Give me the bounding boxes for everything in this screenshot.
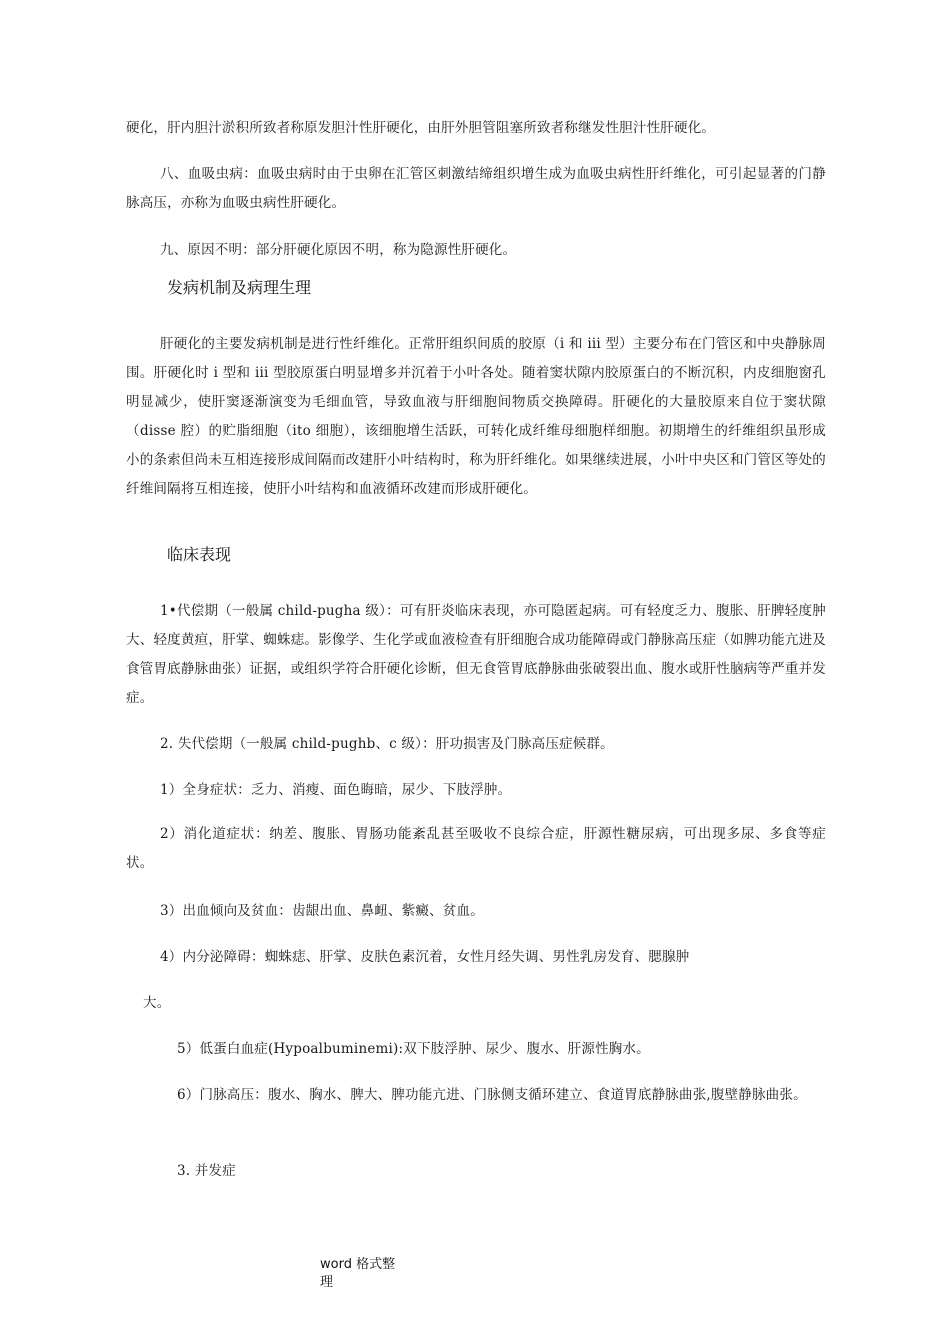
paragraph-complications: 3. 并发症 bbox=[177, 1163, 236, 1179]
heading-pathogenesis: 发病机制及病理生理 bbox=[167, 278, 312, 297]
paragraph-schistosomiasis: 八、血吸虫病：血吸虫病时由于虫卵在汇管区刺激结缔组织增生成为血吸虫病性肝纤维化，可引起显著的门静脉高压，亦称为血吸虫病性肝硬化。 bbox=[126, 166, 826, 211]
page-footer bbox=[320, 1256, 395, 1292]
paragraph-portal-hypertension: 6）门脉高压：腹水、胸水、脾大、脾功能亢进、门脉侧支循环建立、食道胃底静脉曲张,腹壁静脉曲张。 bbox=[177, 1087, 807, 1103]
paragraph-compensated-stage: 1•代偿期（一般属 child-pugha 级）：可有肝炎临床表现，亦可隐匿起病。可有轻度乏力、腹胀、肝脾轻度肿大、轻度黄疸，肝掌、蜘蛛痣。影像学、生化学或血液检查有肝细胞合成功能障碍或门静脉高压症（如脾功能亢进及食管胃底静脉曲张）证据，或组织学符合肝硬化诊断，但无食管胃底静脉曲张破裂出血、腹水或肝性脑病等严重并发症。 bbox=[126, 603, 826, 706]
heading-clinical-manifestations: 临床表现 bbox=[167, 545, 232, 564]
paragraph-endocrine-disorder-continued: 大。 bbox=[143, 995, 171, 1011]
paragraph-digestive-symptoms: 2）消化道症状：纳差、腹胀、胃肠功能紊乱甚至吸收不良综合症，肝源性糖尿病，可出现多尿、多食等症状。 bbox=[126, 826, 826, 871]
footer-line-1: word 格式整 bbox=[320, 1257, 396, 1272]
paragraph-decompensated-stage: 2. 失代偿期（一般属 child-pughb、c 级）：肝功损害及门脉高压症候群。 bbox=[160, 736, 614, 752]
paragraph-endocrine-disorder: 4）内分泌障碍：蜘蛛痣、肝掌、皮肤色素沉着，女性月经失调、男性乳房发育、腮腺肿 bbox=[160, 949, 690, 965]
paragraph-cirrhosis-biliary: 硬化，肝内胆汁淤积所致者称原发胆汁性肝硬化，由肝外胆管阻塞所致者称继发性胆汁性肝硬化。 bbox=[126, 120, 716, 136]
paragraph-systemic-symptoms: 1）全身症状：乏力、消瘦、面色晦暗，尿少、下肢浮肿。 bbox=[160, 782, 512, 798]
paragraph-hypoalbuminemia: 5）低蛋白血症(Hypoalbuminemi):双下肢浮肿、尿少、腹水、肝源性胸水。 bbox=[177, 1041, 650, 1057]
paragraph-unknown-cause: 九、原因不明：部分肝硬化原因不明，称为隐源性肝硬化。 bbox=[160, 242, 517, 258]
paragraph-bleeding-anemia: 3）出血倾向及贫血：齿龈出血、鼻衄、紫癜、贫血。 bbox=[160, 903, 484, 919]
paragraph-pathogenesis: 肝硬化的主要发病机制是进行性纤维化。正常肝组织间质的胶原（i 和 iii 型）主要分布在门管区和中央静脉周围。肝硬化时 i 型和 iii 型胶原蛋白明显增多并沉着于小叶各处。随着窦状隙内胶原蛋白的不断沉积，内皮细胞窗孔明显减少，使肝窦逐渐演变为毛细血管，导致血液与肝细胞间物质交换障碍。肝硬化的大量胶原来自位于窦状隙（disse 腔）的贮脂细胞（ito 细胞），该细胞增生活跃，可转化成纤维母细胞样细胞。初期增生的纤维组织虽形成小的条索但尚未互相连接形成间隔而改建肝小叶结构时，称为肝纤维化。如果继续进展，小叶中央区和门管区等处的纤维间隔将互相连接，使肝小叶结构和血液循环改建而形成肝硬化。 bbox=[126, 336, 826, 497]
footer-line-2: 理 bbox=[320, 1275, 334, 1290]
